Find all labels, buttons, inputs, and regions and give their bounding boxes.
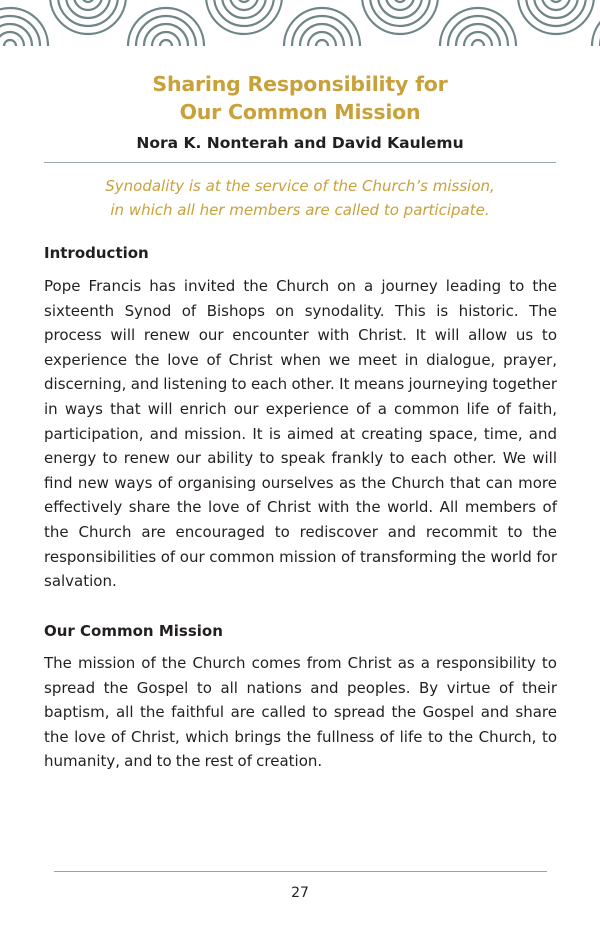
article-authors: Nora K. Nonterah and David Kaulemu — [136, 134, 464, 152]
epigraph-line-2: in which all her members are called to participate. — [110, 201, 490, 219]
concentric-arcs-pattern — [0, 0, 600, 50]
epigraph-quote — [0, 174, 600, 222]
article-title — [0, 70, 600, 126]
section-body-introduction: Pope Francis has invited the Church on a journey leading to the sixteenth Synod of Bishops on synodality. This is historic. The process will renew our encounter with Christ. It will allow us to experience the love of Christ when we meet in dialogue, prayer, discerning, and listening to each other. It means journeying together in ways that will enrich our experience of a common life of faith, participation, and mission. It is aimed at creating space, time, and energy to renew our ability to speak frankly to each other. We will find new ways of organising ourselves as the Church that can more effectively share the love of Christ with the world. All members of the Church are encouraged to rediscover and recommit to the responsibilities of our common mission of transforming the world for salvation. — [44, 277, 557, 591]
title-divider — [44, 162, 556, 163]
article-title-line-2: Our Common Mission — [179, 100, 421, 124]
section-body-common-mission: The mission of the Church comes from Christ as a responsibility to spread the Gospel to all nations and peoples. By virtue of their baptism, all the faithful are called to spread the Gospel and share the love of Christ, which brings the fullness of life to the Church, to humanity, and to the rest of creation. — [44, 654, 557, 771]
article-title-line-1: Sharing Responsibility for — [152, 72, 448, 96]
decorative-banner — [0, 0, 600, 50]
footer-divider — [54, 871, 547, 872]
epigraph-line-1: Synodality is at the service of the Church’s mission, — [105, 177, 495, 195]
section-heading-introduction: Introduction — [44, 244, 149, 262]
page-number: 27 — [291, 885, 309, 901]
section-heading-common-mission: Our Common Mission — [44, 622, 223, 640]
